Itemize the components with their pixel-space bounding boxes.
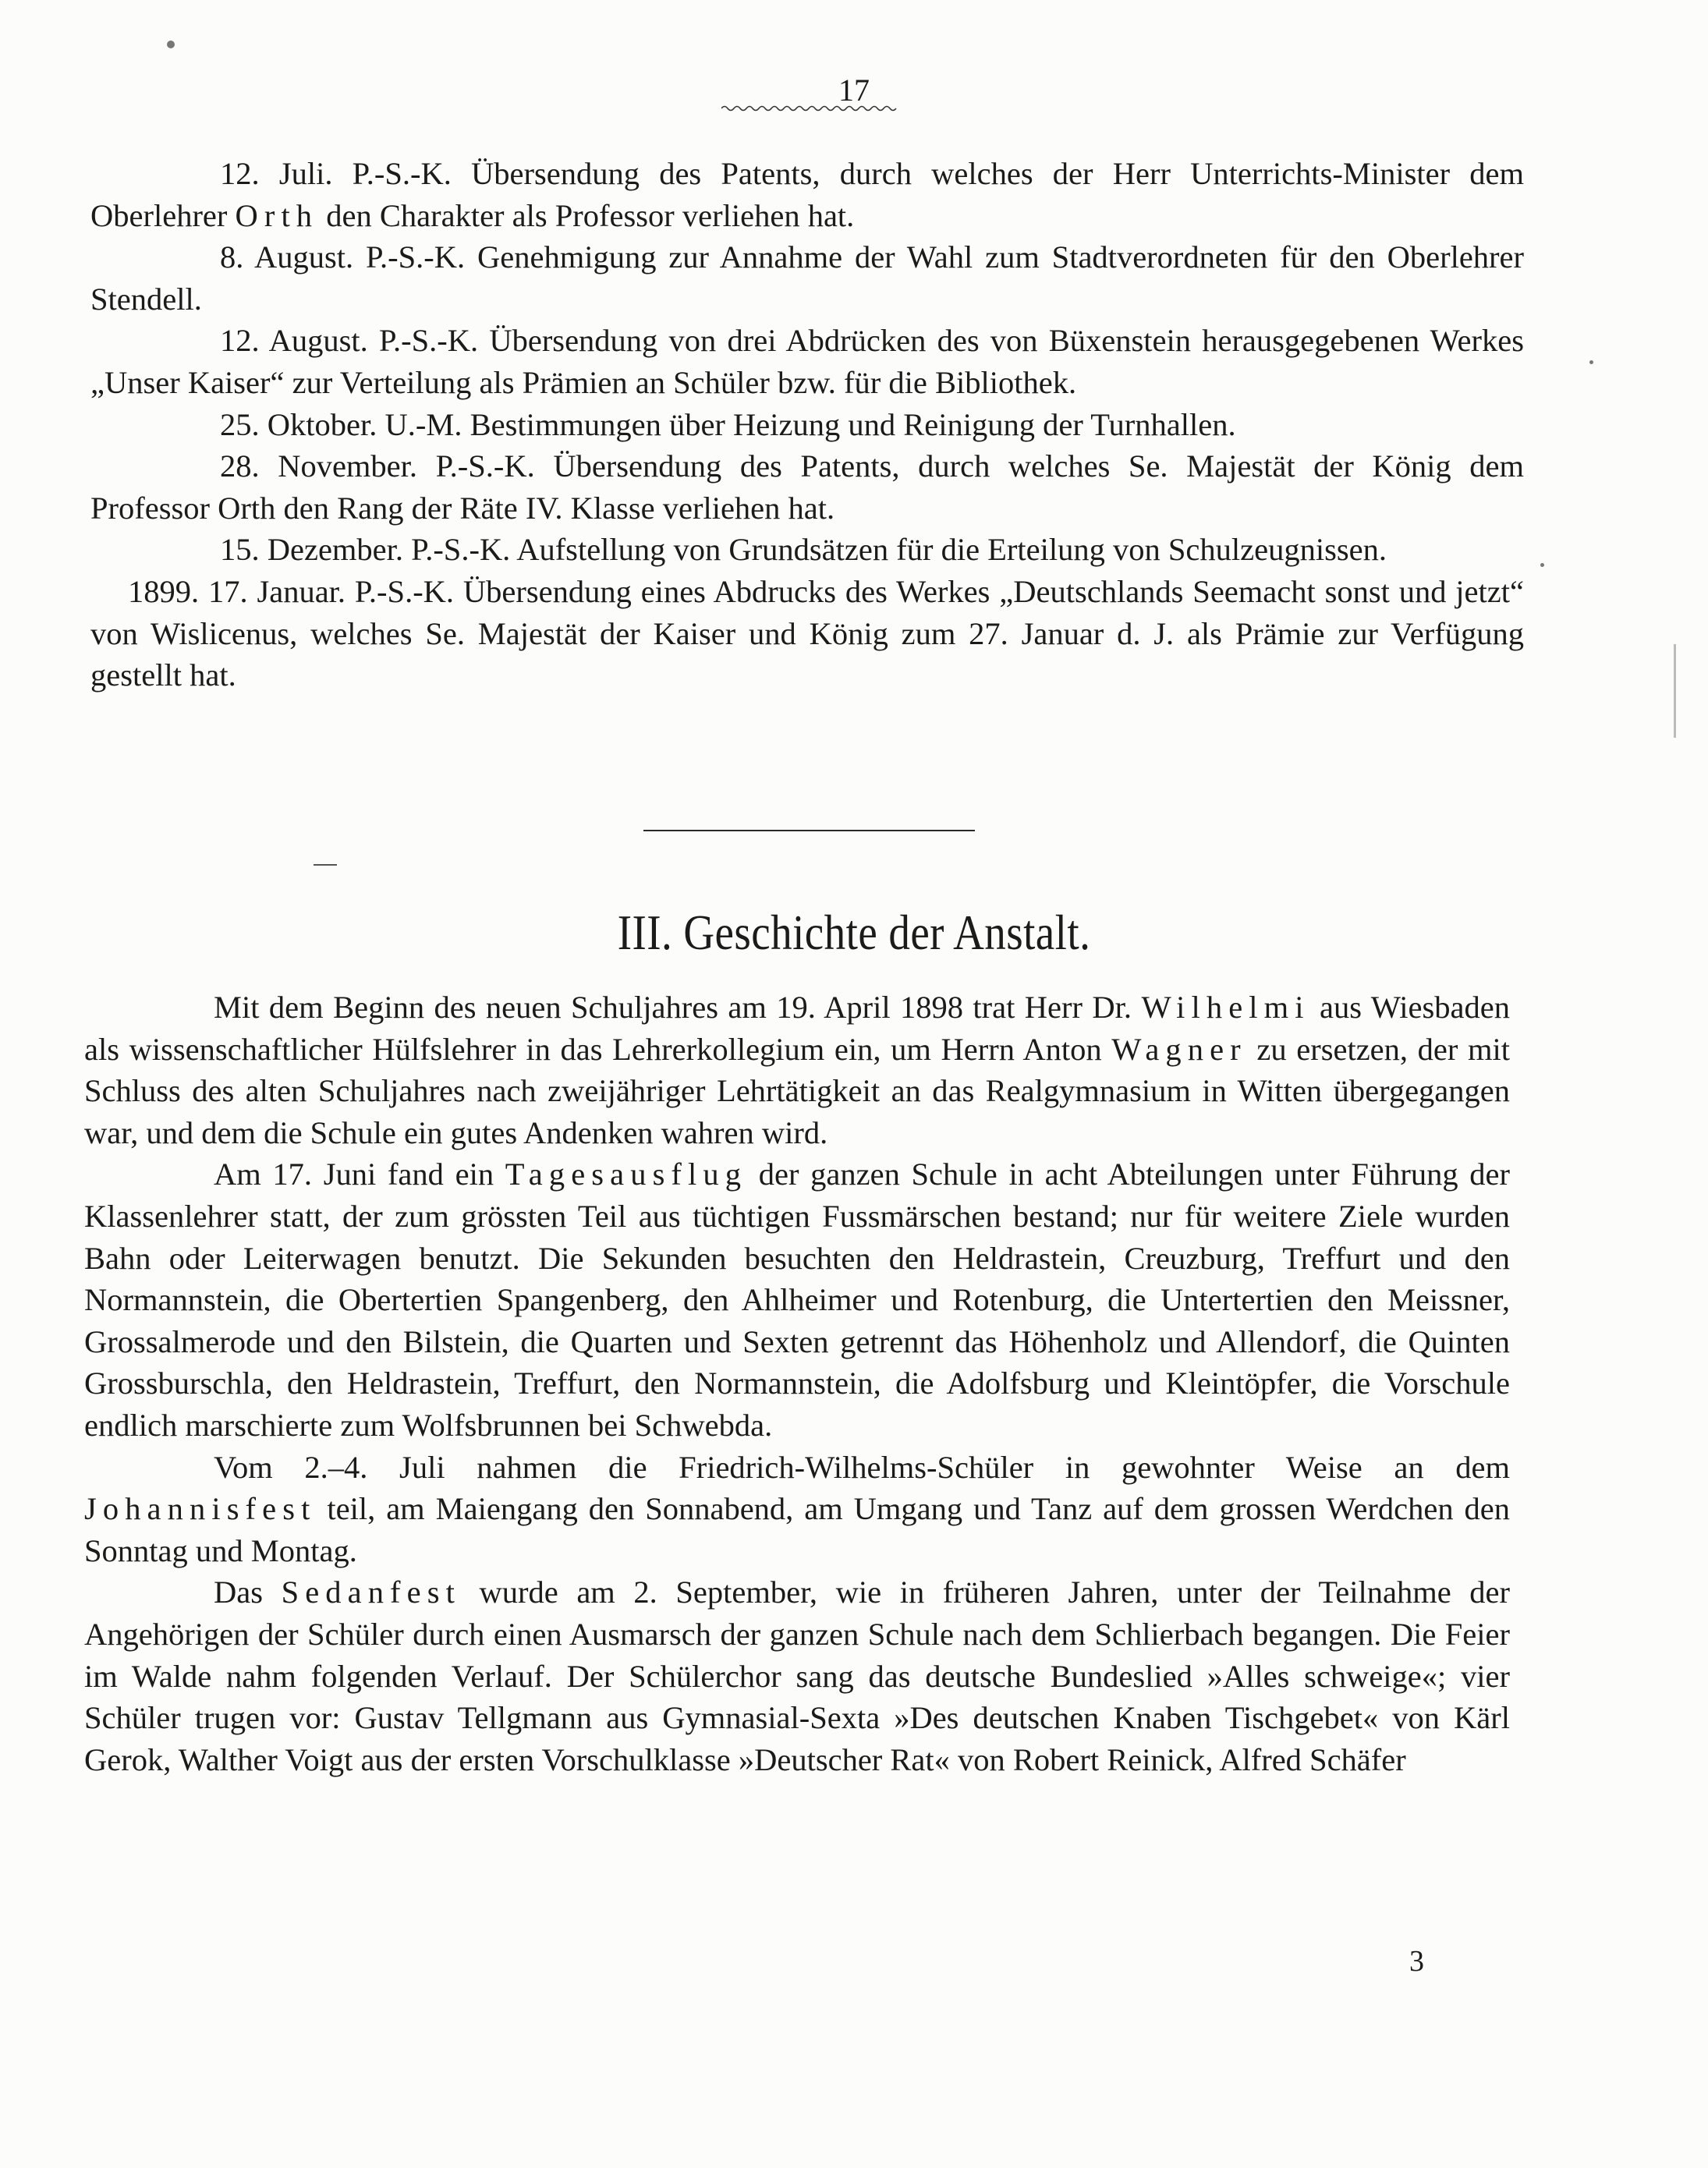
para-text: Das xyxy=(214,1575,282,1610)
spaced-name: Wilhelmi xyxy=(1141,990,1310,1025)
para-text: teil, am Maiengang den Sonnabend, am Umgang und Tanz auf dem grossen Werdchen den Sonntag und Montag. xyxy=(84,1491,1510,1568)
para-text: der ganzen Schule in acht Abteilungen unter Führung der Klassenlehrer statt, der zum grössten Teil aus tüchtigen Fussmärschen bestand; nur für weitere Ziele wurden Bahn oder Leiterwagen benutzt. Die Sekunden besuchten den Heldrastein, Creuzburg, Treffurt und den Normannstein, die Obertertien Spangenberg, den Ahlheimer und Rotenburg, die Untertertien den Meissner, Grossalmerode und den Bilstein, die Quarten und Sexten getrennt das Höhenholz und Allendorf, die Quinten Grossburschla, den Heldrastein, Treffurt, den Normannstein, die Adolfsburg und Kleintöpfer, die Vorschule endlich marschierte zum Wolfsbrunnen bei Schwebda. xyxy=(84,1157,1510,1443)
entry-text: 28. November. P.-S.-K. Übersendung des Patents, durch welches Se. Majestät der König dem Professor Orth den Rang der Räte IV. Klasse verliehen hat. xyxy=(90,448,1524,526)
para-text: Mit dem Beginn des neuen Schuljahres am 19. April 1898 trat Herr Dr. xyxy=(214,990,1142,1025)
signature-mark: 3 xyxy=(1409,1945,1424,1978)
entry-text: 25. Oktober. U.-M. Bestimmungen über Heizung und Reinigung der Turnhallen. xyxy=(220,406,1236,442)
margin-mark xyxy=(314,864,337,866)
chronicle-entry xyxy=(90,236,1524,320)
entry-text: 12. August. P.-S.-K. Übersendung von drei Abdrücken des von Büxenstein herausgegebenen Werkes „Unser Kaiser“ zur Verteilung als Prämien an Schüler bzw. für die Bibliothek. xyxy=(90,323,1524,400)
paper-speck xyxy=(167,41,175,48)
chronicle-entry xyxy=(90,404,1524,446)
entry-spaced-name: Orth xyxy=(235,197,319,233)
history-paragraph xyxy=(84,1447,1510,1572)
section-divider xyxy=(643,830,975,831)
entry-text: 8. August. P.-S.-K. Genehmigung zur Annahme der Wahl zum Stadtverordneten für den Oberlehrer Stendell. xyxy=(90,239,1524,317)
section-heading: III. Geschichte der Anstalt. xyxy=(617,905,1091,960)
chronicle-entry xyxy=(90,571,1524,696)
page-number: 17 xyxy=(838,73,870,108)
entry-text: 15. Dezember. P.-S.-K. Aufstellung von Grundsätzen für die Erteilung von Schulzeugnissen. xyxy=(220,532,1387,568)
chronicle-entry xyxy=(90,153,1524,236)
history-paragraph xyxy=(84,987,1510,1153)
paper-speck xyxy=(1540,563,1544,567)
para-text: wurde am 2. September, wie in früheren Jahren, unter der Teilnahme der Angehörigen der Schüler durch einen Ausmarsch der ganzen Schule nach dem Schlierbach begangen. Die Feier im Walde nahm folgenden Verlauf. Der Schülerchor sang das deutsche Bundeslied »Alles schweige«; vier Schüler trugen vor: Gustav Tellgmann aus Gymnasial-Sexta »Des deutschen Knaben Tischgebet« von Kärl Gerok, Walther Voigt aus der ersten Vorschulklasse »Deutscher Rat« von Robert Reinick, Alfred Schäfer xyxy=(84,1575,1510,1777)
spaced-term: Johannisfest xyxy=(84,1491,317,1527)
ornament-squiggle xyxy=(721,103,897,114)
para-text: Am 17. Juni fand ein xyxy=(214,1157,505,1192)
spaced-term: Tagesausflug xyxy=(505,1157,748,1192)
chronicle-entry xyxy=(90,445,1524,529)
history-paragraph xyxy=(84,1153,1510,1446)
history-text xyxy=(84,987,1510,1780)
chronicle-entry xyxy=(90,529,1524,571)
chronicle-entry xyxy=(90,320,1524,403)
entry-text-end: den Charakter als Professor verliehen hat. xyxy=(318,197,855,233)
entry-text: 1899. 17. Januar. P.-S.-K. Übersendung eines Abdrucks des Werkes „Deutschlands Seemacht sonst und jetzt“ von Wislicenus, welches Se. Majestät der Kaiser und König zum 27. Januar d. J. als Prämie zur Verfügung gestellt hat. xyxy=(90,573,1524,693)
para-text: zu ersetzen, der mit Schluss des alten Schuljahres nach zweijähriger Lehrtätigkeit an das Realgymnasium in Witten übergegangen war, und dem die Schule ein gutes Andenken wahren wird. xyxy=(84,1031,1510,1150)
chronicle-list xyxy=(90,153,1524,696)
history-paragraph xyxy=(84,1571,1510,1780)
para-text: aus Wiesbaden als wissenschaftlicher Hülfslehrer in das Lehrerkollegium ein, um Herrn Anton xyxy=(84,990,1510,1067)
page-edge-mark xyxy=(1674,644,1676,738)
entry-text: 12. Juli. P.-S.-K. Übersendung des Patents, durch welches der Herr Unterrichts-Minister dem Oberlehrer xyxy=(90,156,1524,233)
spaced-term: Sedanfest xyxy=(281,1575,461,1610)
para-text: Vom 2.–4. Juli nahmen die Friedrich-Wilhelms-Schüler in gewohnter Weise an dem xyxy=(214,1449,1510,1485)
spaced-name: Wagner xyxy=(1111,1031,1247,1067)
paper-speck xyxy=(1589,360,1593,364)
